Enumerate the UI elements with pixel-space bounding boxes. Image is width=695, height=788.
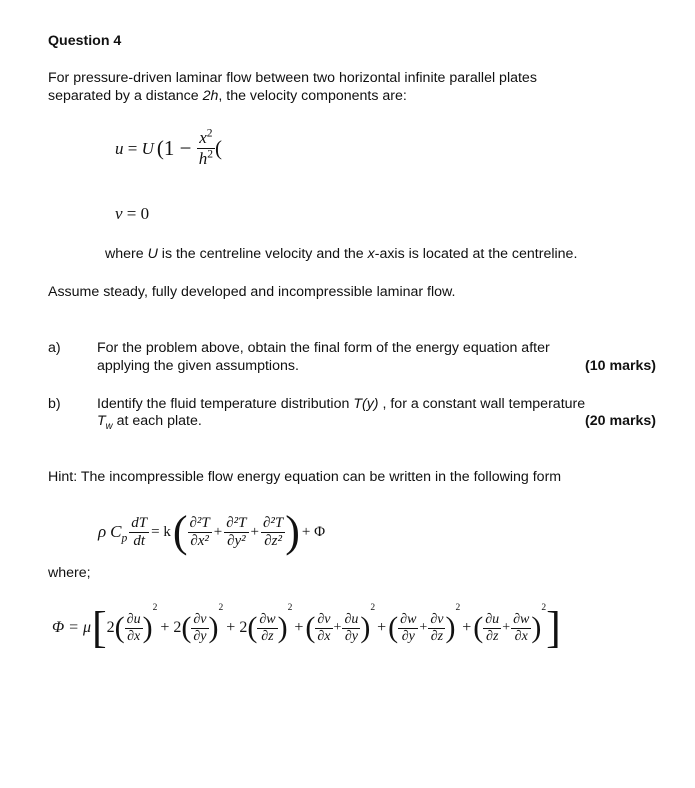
- intro-line-2-pre: separated by a distance: [48, 88, 203, 104]
- question-heading: Question 4: [48, 33, 122, 49]
- d2T-z-den: ∂z²: [261, 532, 285, 550]
- where-label: where;: [48, 565, 91, 581]
- du-dx-fraction: [125, 612, 143, 645]
- t2-rparen: ): [208, 611, 219, 644]
- where-line: [105, 246, 577, 263]
- du-dz-fraction: [483, 612, 501, 645]
- cp-C: C: [110, 522, 122, 541]
- part-b-line-1: [97, 396, 585, 413]
- assumption-line: Assume steady, fully developed and incompressible laminar flow.: [48, 284, 456, 300]
- t4-lparen: (: [305, 611, 316, 644]
- u-close-paren: (: [215, 136, 222, 160]
- intro-line-2: [48, 88, 407, 105]
- d2T-y-den: ∂y²: [224, 532, 248, 550]
- dw-dz-fraction: [257, 612, 277, 645]
- d2T-x-den: ∂x²: [188, 532, 212, 550]
- plus-b: +: [377, 619, 387, 636]
- part-a-marks: (10 marks): [585, 358, 656, 374]
- dv-dz-den: ∂z: [428, 628, 445, 645]
- cp-sub: p: [121, 531, 128, 545]
- t5-rparen: ): [445, 611, 456, 644]
- du-dy-fraction: [342, 612, 360, 645]
- u-lhs: u: [115, 138, 124, 158]
- dw-dx-fraction: [511, 612, 531, 645]
- dw-dx-num: ∂w: [513, 611, 530, 627]
- dT-dt-fraction: [129, 515, 149, 550]
- dw-dy-num: ∂w: [400, 611, 417, 627]
- velocity-u-equation: [115, 128, 222, 169]
- u-open-paren: (1 −: [156, 136, 197, 160]
- energy-plus-1: +: [213, 523, 223, 540]
- plus2-b: + 2: [226, 619, 248, 636]
- part-b-label: b): [48, 396, 61, 412]
- part-b-line-2: [97, 413, 202, 430]
- du-dy-num: ∂u: [344, 611, 359, 627]
- t5-plus: +: [419, 620, 428, 635]
- energy-plus-2: +: [250, 523, 259, 540]
- dv-dy-fraction: [191, 612, 208, 645]
- intro-line-2-var: 2h: [202, 88, 219, 104]
- dw-dy-fraction: [398, 612, 418, 645]
- plus-a: +: [294, 619, 304, 636]
- energy-left-paren: (: [172, 507, 188, 556]
- rho-symbol: ρ: [98, 522, 107, 541]
- plus-phi: + Φ: [301, 523, 326, 540]
- d2T-y-num: ∂²T: [226, 514, 247, 531]
- part-a-line-1: For the problem above, obtain the final form of the energy equation after: [97, 340, 550, 356]
- part-b-wall-temp: T: [97, 413, 106, 429]
- t6-rparen: ): [531, 611, 542, 644]
- dv-dx-num: ∂v: [317, 611, 331, 627]
- t2-lparen: (: [181, 611, 192, 644]
- d2T-dz2-fraction: [261, 515, 285, 550]
- where-mid: is the centreline velocity and the: [157, 246, 368, 262]
- energy-equation: [98, 507, 326, 556]
- intro-line-2-post: , the velocity components are:: [218, 88, 407, 104]
- dv-dy-den: ∂y: [193, 628, 207, 644]
- phi-lhs: Φ = μ: [52, 619, 92, 636]
- equals-k: = k: [151, 523, 171, 540]
- hint-line: Hint: The incompressible flow energy equation can be written in the following form: [48, 469, 562, 485]
- t1-lparen: (: [114, 611, 125, 644]
- d2T-x-num: ∂²T: [189, 514, 210, 531]
- t3-lparen: (: [247, 611, 258, 644]
- dT-num: dT: [131, 514, 148, 531]
- t4-plus: +: [333, 620, 342, 635]
- dw-dz-num: ∂w: [259, 611, 276, 627]
- u-fraction: [197, 128, 215, 169]
- part-a-label: a): [48, 340, 61, 356]
- t6-plus: +: [502, 620, 511, 635]
- t6-lparen: (: [473, 611, 484, 644]
- dw-dy-den: ∂y: [398, 628, 418, 645]
- where-x: x: [367, 246, 375, 262]
- t3-rparen: ): [277, 611, 288, 644]
- u-frac-den-exp: 2: [207, 147, 213, 161]
- part-b-line-2-post: at each plate.: [112, 413, 202, 429]
- velocity-v-equation: [115, 204, 149, 224]
- t5-lparen: (: [388, 611, 399, 644]
- energy-right-paren: ): [285, 507, 300, 556]
- u-centreline-velocity: U: [141, 138, 154, 158]
- dissipation-equation: Φ = μ [ 2 ( $\frac{\partial u}{\partial x}$ ) 2 + 2 ( $\frac{\partial v}{\partial y}$ ) 2 + 2 ( $\frac{\partial w}{\partial z}$ ) 2 + ( $\frac{\partial v}{\partial x}$ + $\frac{\partial u}{\partial y}$ ) 2 + ( $\frac{\partial w}{\partial y}$ + $\frac{\partial v}{\partial z}$ ) 2 + ( $\frac{\partial u}{\partial z}$ + $\frac{\partial w}{\partial x}$ ) 2 ]: [52, 603, 561, 652]
- v-rhs: = 0: [122, 204, 150, 223]
- part-b-wall-temp-sub: w: [105, 420, 113, 432]
- du-dz-den: ∂z: [483, 628, 501, 645]
- where-U: U: [147, 246, 158, 262]
- u-frac-den: h: [198, 149, 208, 168]
- where-post: -axis is located at the centreline.: [374, 246, 578, 262]
- part-a-line-2: applying the given assumptions.: [97, 358, 299, 374]
- part-b-line-1-var: T(y): [353, 396, 379, 412]
- du-dx-den: ∂x: [125, 628, 143, 645]
- part-b-marks: (20 marks): [585, 413, 656, 429]
- dv-dx-fraction: [315, 612, 332, 645]
- where-pre: where: [105, 246, 148, 262]
- dv-dy-num: ∂v: [193, 611, 207, 627]
- u-frac-num-exp: 2: [206, 126, 213, 140]
- plus-c: +: [462, 619, 472, 636]
- part-b-line-1-post: , for a constant wall temperature: [378, 396, 586, 412]
- t4-rparen: ): [360, 611, 371, 644]
- cp-symbol: [110, 522, 128, 545]
- du-dz-num: ∂u: [485, 611, 500, 627]
- u-equals: =: [123, 138, 142, 158]
- d2T-dx2-fraction: [188, 515, 212, 550]
- outer-left-bracket: [: [92, 603, 107, 652]
- intro-line-1: For pressure-driven laminar flow between two horizontal infinite parallel plates: [48, 70, 537, 86]
- dv-dx-den: ∂x: [317, 628, 331, 644]
- dv-dz-num: ∂v: [430, 611, 444, 627]
- t1-rparen: ): [142, 611, 153, 644]
- u-frac-num: x: [199, 128, 207, 147]
- du-dx-num: ∂u: [126, 611, 141, 627]
- dw-dz-den: ∂z: [257, 628, 277, 645]
- phi-coef-2: 2: [106, 619, 115, 636]
- plus2-a: + 2: [160, 619, 182, 636]
- du-dy-den: ∂y: [342, 628, 360, 645]
- v-lhs: v: [115, 204, 123, 223]
- dw-dx-den: ∂x: [511, 628, 531, 645]
- part-b-line-1-pre: Identify the fluid temperature distribution: [97, 396, 354, 412]
- dv-dz-fraction: [428, 612, 445, 645]
- d2T-z-num: ∂²T: [262, 514, 284, 531]
- outer-right-bracket: ]: [546, 603, 561, 652]
- d2T-dy2-fraction: [224, 515, 248, 550]
- dt-den: dt: [129, 532, 149, 550]
